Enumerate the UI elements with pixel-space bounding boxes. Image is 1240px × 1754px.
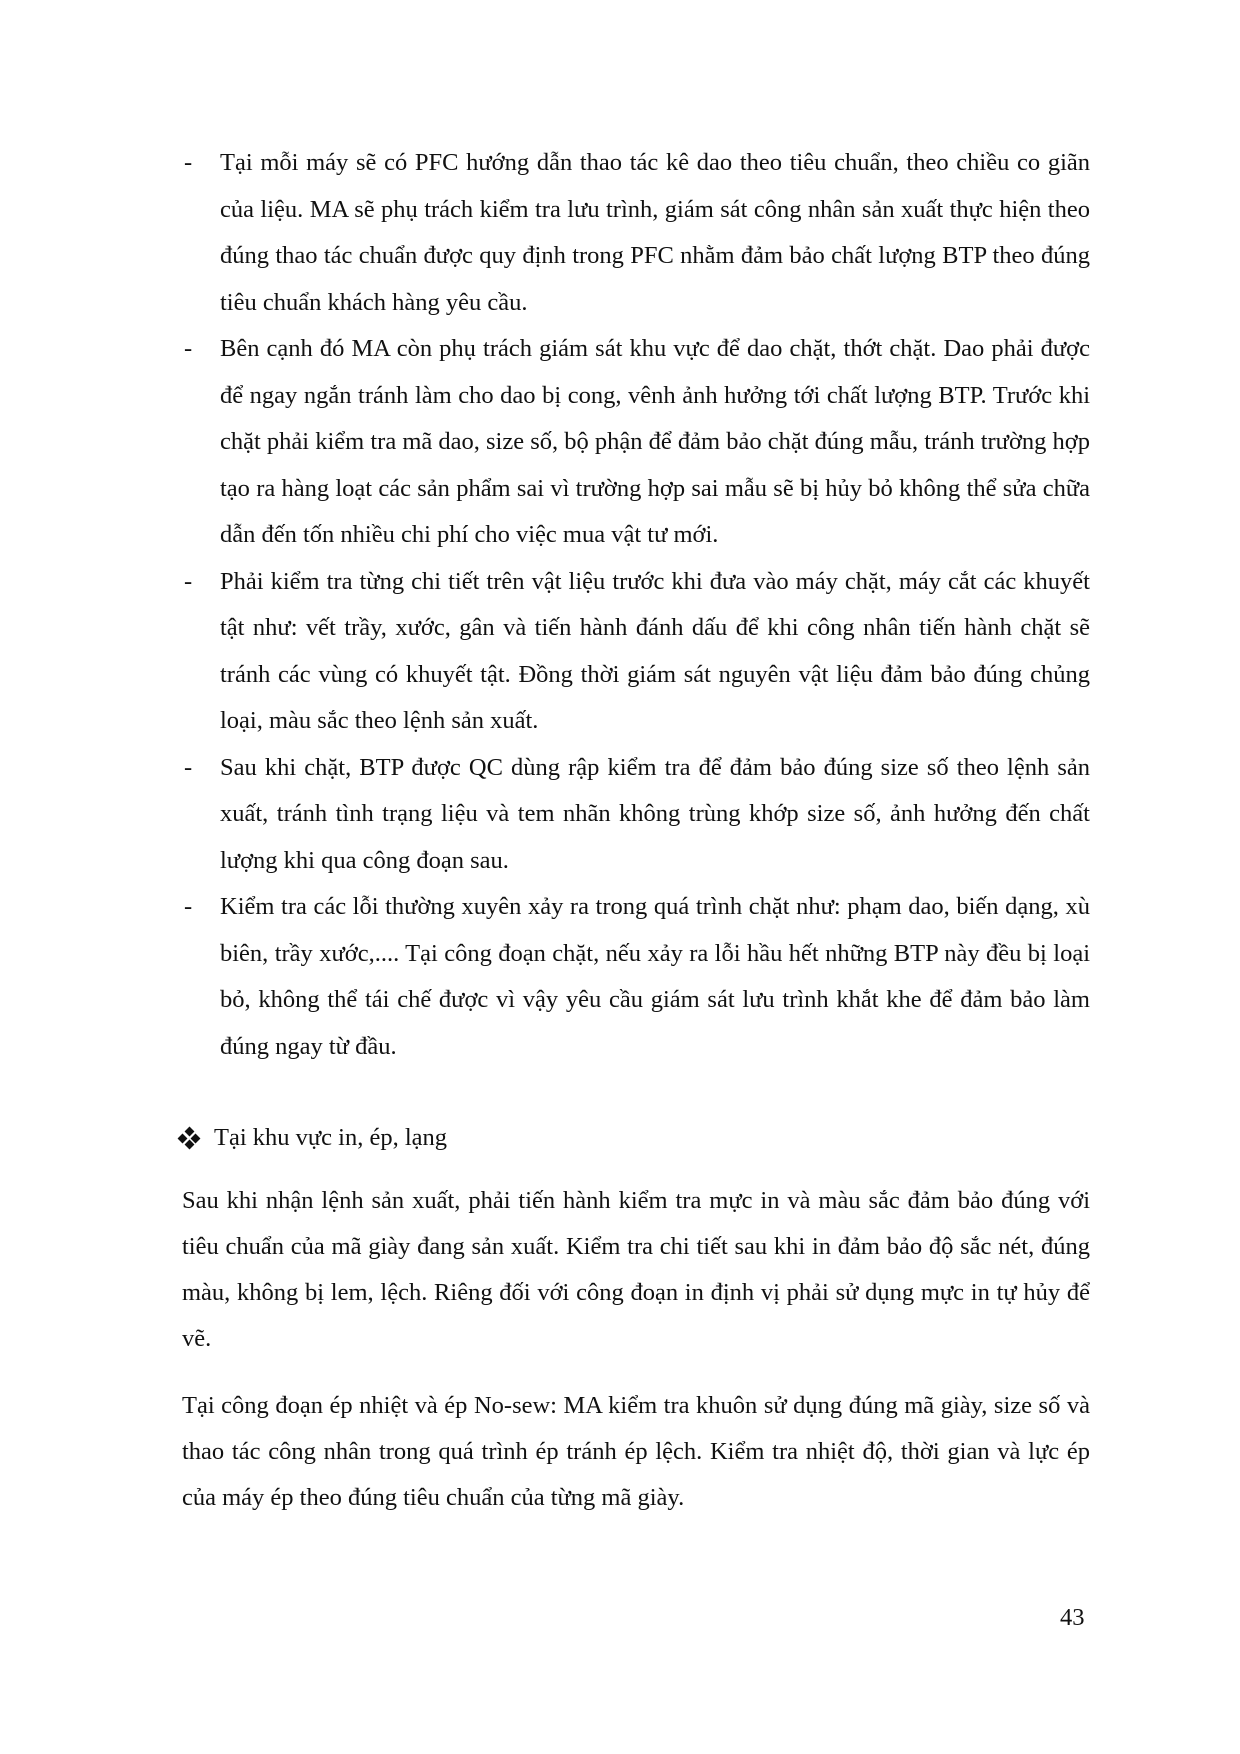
body-paragraph: Sau khi nhận lệnh sản xuất, phải tiến hành kiểm tra mực in và màu sắc đảm bảo đúng với tiêu chuẩn của mã giày đang sản xuất. Kiểm tra chi tiết sau khi in đảm bảo độ sắc nét, đúng màu, không bị lem, lệch. Riêng đối với công đoạn in định vị phải sử dụng mực in tự hủy để vẽ. bbox=[182, 1187, 1090, 1352]
list-item-text: Tại mỗi máy sẽ có PFC hướng dẫn thao tác kê dao theo tiêu chuẩn, theo chiều co giãn của liệu. MA sẽ phụ trách kiểm tra lưu trình, giám sát công nhân sản xuất thực hiện theo đúng thao tác chuẩn được quy định trong PFC nhằm đảm bảo chất lượng BTP theo đúng tiêu chuẩn khách hàng yêu cầu. bbox=[220, 149, 1090, 316]
list-item bbox=[180, 884, 1090, 1070]
dash-bullet-icon: - bbox=[184, 753, 193, 781]
dash-bullet-icon: - bbox=[184, 335, 193, 362]
list-item-text: Bên cạnh đó MA còn phụ trách giám sát khu vực để dao chặt, thớt chặt. Dao phải được để ngay ngắn tránh làm cho dao bị cong, vênh ảnh hưởng tới chất lượng BTP. Trước khi chặt phải kiểm tra mã dao, size số, bộ phận để đảm bảo chặt đúng mẫu, tránh trường hợp tạo ra hàng loạt các sản phẩm sai vì trường hợp sai mẫu sẽ bị hủy bỏ không thể sửa chữa dẫn đến tốn nhiều chi phí cho việc mua vật tư mới. bbox=[220, 335, 1090, 548]
four-diamond-bullet-icon bbox=[178, 1127, 200, 1149]
list-item bbox=[180, 559, 1090, 745]
list-item bbox=[180, 745, 1090, 885]
section-heading bbox=[178, 1118, 447, 1158]
list-item-text: Sau khi chặt, BTP được QC dùng rập kiểm tra để đảm bảo đúng size số theo lệnh sản xuất, tránh tình trạng liệu và tem nhãn không trùng khớp size số, ảnh hưởng đến chất lượng khi qua công đoạn sau. bbox=[220, 753, 1090, 874]
list-item bbox=[180, 140, 1090, 326]
dash-bullet-icon: - bbox=[184, 893, 193, 920]
dash-bullet-list bbox=[180, 140, 1090, 1070]
list-item bbox=[180, 326, 1090, 559]
page-number: 43 bbox=[1060, 1604, 1085, 1631]
body-paragraph: Tại công đoạn ép nhiệt và ép No-sew: MA kiểm tra khuôn sử dụng đúng mã giày, size số và thao tác công nhân trong quá trình ép tránh ép lệch. Kiểm tra nhiệt độ, thời gian và lực ép của máy ép theo đúng tiêu chuẩn của từng mã giày. bbox=[182, 1392, 1090, 1511]
dash-bullet-icon: - bbox=[184, 149, 193, 176]
list-item-text: Kiểm tra các lỗi thường xuyên xảy ra trong quá trình chặt như: phạm dao, biến dạng, xù biên, trầy xước,.... Tại công đoạn chặt, nếu xảy ra lỗi hầu hết những BTP này đều bị loại bỏ, không thể tái chế được vì vậy yêu cầu giám sát lưu trình khắt khe để đảm bảo làm đúng ngay từ đầu. bbox=[220, 893, 1090, 1060]
dash-bullet-icon: - bbox=[184, 567, 193, 595]
section-heading-text: Tại khu vực in, ép, lạng bbox=[214, 1124, 448, 1151]
list-item-text: Phải kiểm tra từng chi tiết trên vật liệu trước khi đưa vào máy chặt, máy cắt các khuyết tật như: vết trầy, xước, gân và tiến hành đánh dấu để khi công nhân tiến hành chặt sẽ tránh các vùng có khuyết tật. Đồng thời giám sát nguyên vật liệu đảm bảo đúng chủng loại, màu sắc theo lệnh sản xuất. bbox=[220, 567, 1090, 734]
